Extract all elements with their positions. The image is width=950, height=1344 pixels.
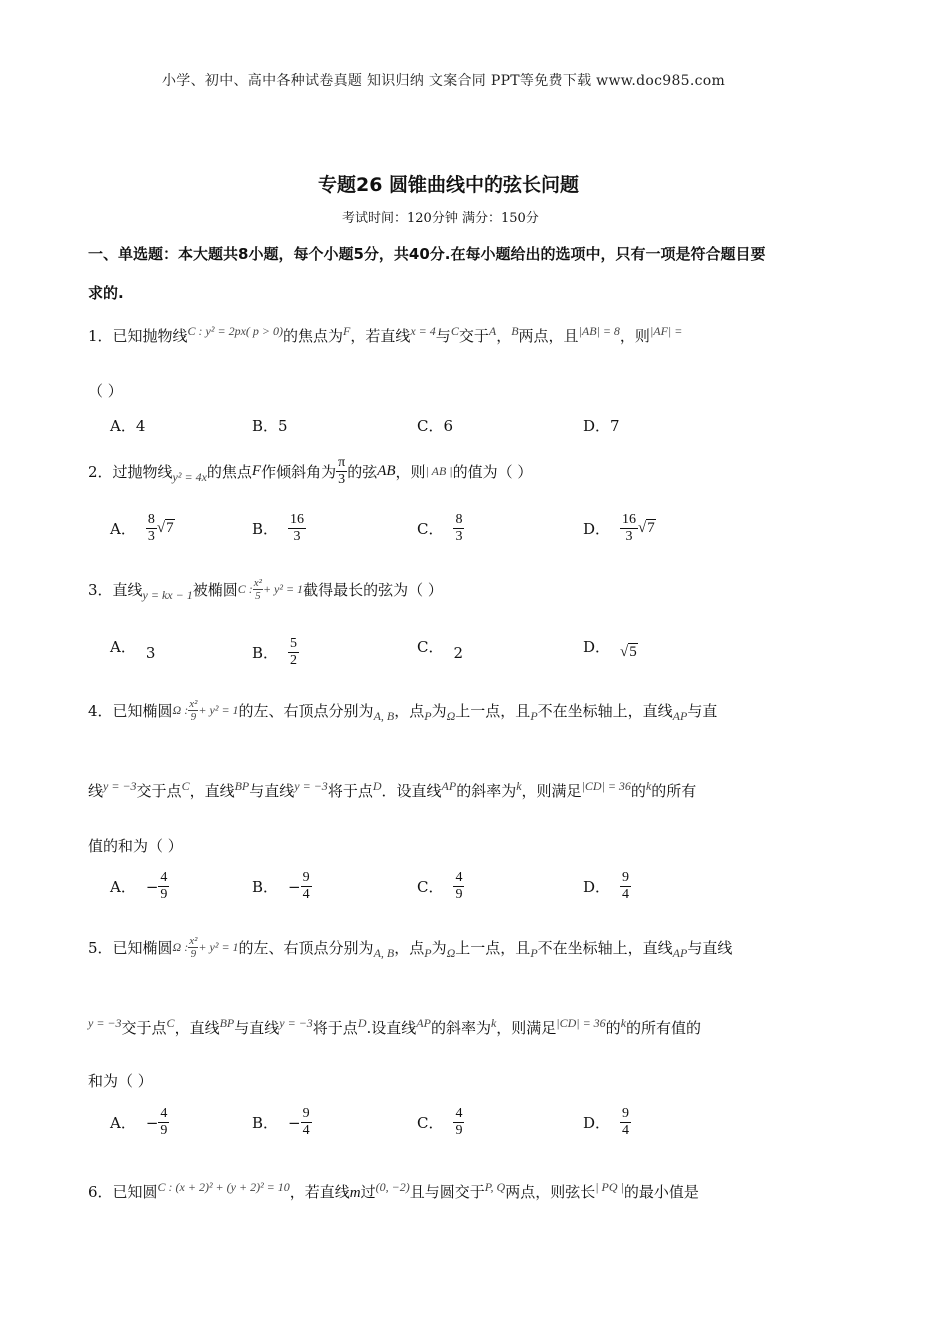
question-5-line2: $^{y = -3}$交于点$^C$，直线$^{BP}$与直线$^{y = -3}$将于点$^D$.设直线$^{AP}$的斜率为$^k$，则满足$^{|CD| = 36}$的$^k$的所有值的 xyxy=(88,1016,702,1037)
q4-option-c[interactable]: C． $\frac{4}{9}$ xyxy=(417,870,463,902)
q5-option-c[interactable]: C． $\frac{4}{9}$ xyxy=(417,1106,463,1138)
q3-option-a[interactable]: A． 3 xyxy=(110,638,156,662)
q3-option-c[interactable]: C． 2 xyxy=(417,638,464,662)
page-header: 小学、初中、高中各种试卷真题 知识归纳 文案合同 PPT等免费下载 www.doc985.com xyxy=(162,73,726,89)
q5-option-b[interactable]: B． − $\frac{9}{4}$ xyxy=(252,1106,310,1138)
q4-option-a[interactable]: A． − $\frac{4}{9}$ xyxy=(110,870,168,902)
q1-option-c[interactable]: C．6 xyxy=(417,417,454,435)
q1-option-a[interactable]: A．4 xyxy=(110,417,146,435)
question-5-line3: 和为（ ） xyxy=(88,1072,153,1090)
question-4: 4．已知椭圆 Ω : x² 9 + y² = 1 的左、右顶点分别为 A, B ，点 P 为 Ω 上一点，且 P 不在坐标轴上，直线 AP 与直 xyxy=(88,698,718,723)
exam-info: 考试时间：120分钟 满分：150分 xyxy=(342,211,539,226)
question-1: 1．已知抛物线$^{C : y^2 = 2px( p > 0)}$的焦点为$^F$，若直线$^{x = 4}$与$^C$交于$^A$，$^B$两点，且$^{|AB| = 8}$，则$^{|AF| =}$ xyxy=(88,324,683,345)
q2-option-d[interactable]: D． $\frac{16}{3}$ √7 xyxy=(583,512,655,544)
q5-option-a[interactable]: A． − $\frac{4}{9}$ xyxy=(110,1106,168,1138)
question-4-line3: 值的和为（ ） xyxy=(88,837,183,855)
section-heading: 一、单选题：本大题共8小题，每个小题5分，共40分.在每小题给出的选项中，只有一项是符合题目要 xyxy=(88,245,766,263)
page-title: 专题26 圆锥曲线中的弦长问题 xyxy=(318,174,580,196)
question-1-paren: （ ） xyxy=(88,382,123,400)
question-5: 5．已知椭圆 Ω : x² 9 + y² = 1 的左、右顶点分别为 A, B ，点 P 为 Ω 上一点，且 P 不在坐标轴上，直线 AP 与直线 xyxy=(88,935,733,960)
q2-option-b[interactable]: B． $\frac{16}{3}$ xyxy=(252,512,305,544)
q1-math-parabola: C : y² = 2px( p > 0) xyxy=(187,324,283,338)
q3-option-b[interactable]: B． $\frac{5}{2}$ xyxy=(252,636,298,668)
q5-option-d[interactable]: D． $\frac{9}{4}$ xyxy=(583,1106,630,1138)
q3-option-d[interactable]: D． √5 xyxy=(583,638,637,660)
q1-option-d[interactable]: D．7 xyxy=(583,417,620,435)
section-heading-cont: 求的. xyxy=(88,284,124,302)
q2-option-a[interactable]: A． $\frac{8}{3}$ √7 xyxy=(110,512,174,544)
q2-option-c[interactable]: C． $\frac{8}{3}$ xyxy=(417,512,463,544)
q2-angle-fraction: $\frac{\pi}{3}$ xyxy=(338,455,346,487)
q4-option-d[interactable]: D． $\frac{9}{4}$ xyxy=(583,870,630,902)
question-3: 3．直线 y = kx − 1 被椭圆 C : x² 5 + y² = 1 截得最长的弦为（ ） xyxy=(88,577,443,602)
question-2: 2．过抛物线 y² = 4x 的焦点 F 作倾斜角为 $\frac{\pi}{3}$ 的弦 AB ，则 | AB | 的值为（ ） xyxy=(88,455,533,487)
q1-option-b[interactable]: B．5 xyxy=(252,417,288,435)
q4-option-b[interactable]: B． − $\frac{9}{4}$ xyxy=(252,870,310,902)
question-6: 6．已知圆$^{C : (x + 2)^2 + (y + 2)^2 = 10}$，若直线m过$^{(0, -2)}$且与圆交于$^{P, Q}$两点，则弦长$^{| PQ |}$的最小值是 xyxy=(88,1180,699,1201)
question-4-line2: 线$^{y = -3}$交于点$^C$，直线$^{BP}$与直线$^{y = -3}$将于点$^D$．设直线$^{AP}$的斜率为$^k$，则满足$^{|CD| = 36}$的$^k$的所有 xyxy=(88,779,697,800)
